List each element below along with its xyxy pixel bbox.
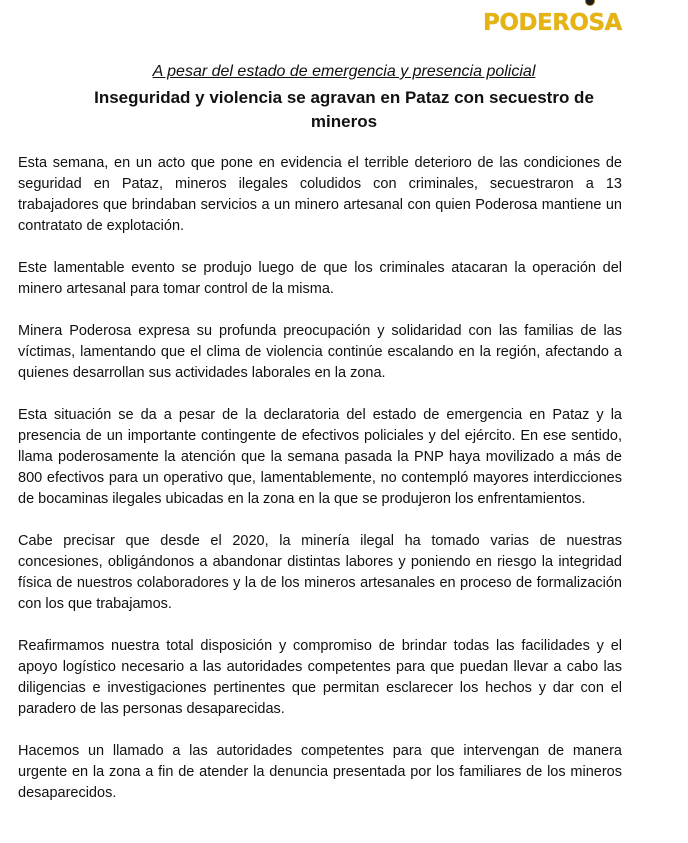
paragraph-3: Minera Poderosa expresa su profunda preocupación y solidaridad con las familias de las víctimas, lamentando que el clima de violencia continúe escalando en la región, afectando a quienes desarrollan sus actividades laborales en la zona. <box>18 323 622 381</box>
paragraph-7: Hacemos un llamado a las autoridades competentes para que intervengan de manera urgente en la zona a fin de atender la denuncia presentada por los familiares de los mineros desaparecidos. <box>18 743 622 801</box>
headline: Inseguridad y violencia se agravan en Pataz con secuestro de mineros <box>94 88 594 131</box>
paragraph-2: Este lamentable evento se produjo luego de que los criminales atacaran la operación del minero artesanal para tomar control de la misma. <box>18 260 622 297</box>
body-text <box>18 153 622 825</box>
paragraph-6: Reafirmamos nuestra total disposición y compromiso de brindar todas las facilidades y el apoyo logístico necesario a las autoridades competentes para que puedan llevar a cabo las diligencias e investigaciones pertinentes que permitan esclarecer los hechos y dar con el paradero de las personas desaparecidas. <box>18 638 622 717</box>
kicker: A pesar del estado de emergencia y presencia policial <box>152 63 536 80</box>
poderosa-logo <box>483 0 633 40</box>
paragraph-1: Esta semana, en un acto que pone en evidencia el terrible deterioro de las condiciones de seguridad en Pataz, mineros ilegales coludidos con criminales, secuestraron a 13 trabajadores que brindaban servicios a un minero artesanal con quien Poderosa mantiene un contratato de explotación. <box>18 155 622 234</box>
paragraph-4: Esta situación se da a pesar de la declaratoria del estado de emergencia en Pataz y la presencia de un importante contingente de efectivos policiales y del ejército. En ese sentido, llama poderosamente la atención que la semana pasada la PNP haya movilizado a más de 800 efectivos para un operativo que, lamentablemente, no contempló mayores interdicciones de bocaminas ilegales ubicadas en la zona en la que se produjeron los enfrentamientos. <box>18 407 622 507</box>
paragraph-5: Cabe precisar que desde el 2020, la minería ilegal ha tomado varias de nuestras concesiones, obligándonos a abandonar distintas labores y poniendo en riesgo la integridad física de nuestros colaboradores y la de los mineros artesanales en proceso de formalización con los que trabajamos. <box>18 533 622 612</box>
logo-mark-icon <box>585 0 595 6</box>
logo-text: PODEROSA <box>483 10 622 36</box>
